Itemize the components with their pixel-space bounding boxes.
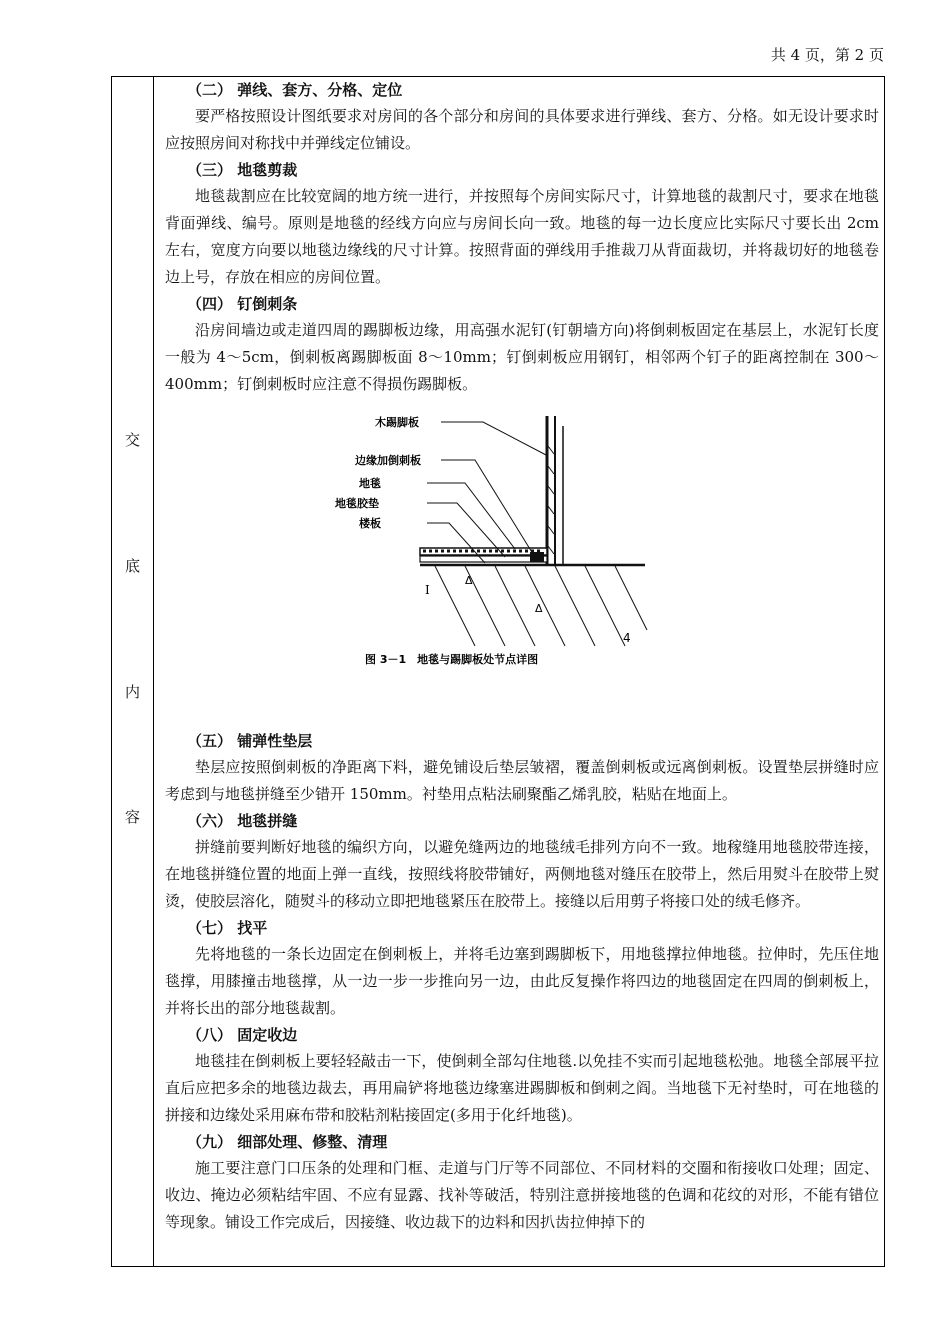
section-paragraph: 要严格按照设计图纸要求对房间的各个部分和房间的具体要求进行弹线、套方、分格。如无设计要求时应按照房间对称找中并弹线定位铺设。 — [165, 107, 879, 152]
section-paragraph: 地毯裁割应在比较宽阔的地方统一进行，并按照每个房间实际尺寸，计算地毯的裁割尺寸，要求在地毯背面弹线、编号。原则是地毯的经线方向应与房间长向一致。地毯的每一边长度应比实际尺寸要长出 2cm 左右，宽度方向要以地毯边缘线的尺寸计算。按照背面的弹线用手推裁刀从背面裁切，并将裁切好的地毯卷边上号，存放在相应的房间位置。 — [165, 187, 879, 286]
section-heading: （七） 找平 — [187, 919, 268, 937]
label-char: 底 — [124, 557, 140, 575]
section-heading: （二） 弹线、套方、分格、定位 — [187, 81, 403, 99]
section-heading: （九） 细部处理、修整、清理 — [187, 1133, 388, 1151]
figure-mark: Ⅰ — [425, 583, 430, 597]
label-column — [112, 77, 154, 1266]
carpet-skirting-detail-drawing — [335, 416, 655, 666]
figure-label: 地毯 — [359, 477, 381, 490]
section-heading: （四） 钉倒刺条 — [187, 295, 298, 313]
figure-mark: 4 — [623, 631, 631, 645]
figure-label: 地毯胶垫 — [335, 497, 379, 510]
figure-mark: Δ — [535, 602, 543, 615]
leader-line — [427, 483, 515, 549]
page-info: 共 4 页，第 2 页 — [770, 46, 884, 64]
section-paragraph: 先将地毯的一条长边固定在倒刺板上，并将毛边塞到踢脚板下，用地毯撑拉伸地毯。拉伸时，先压住地毯撑，用膝撞击地毯撑，从一边一步一步推向另一边，由此反复操作将四边的地毯固定在四周的倒刺板上，并将长出的部分地毯裁割。 — [165, 945, 879, 1017]
detail-figure — [165, 398, 879, 728]
leader-line — [441, 422, 548, 456]
figure-label: 楼板 — [359, 517, 381, 530]
figure-label: 木踢脚板 — [375, 416, 419, 429]
gripper-strip — [530, 552, 544, 562]
section-heading: （六） 地毯拼缝 — [187, 812, 298, 830]
section-heading: （三） 地毯剪裁 — [187, 161, 298, 179]
section-heading: （八） 固定收边 — [187, 1026, 298, 1044]
section-paragraph: 地毯挂在倒刺板上要轻轻敲击一下，使倒刺全部勾住地毯.以免挂不实而引起地毯松弛。地毯全部展平拉直后应把多余的地毯边裁去，再用扁铲将地毯边缘塞进踢脚板和倒刺之阎。当地毯下无衬垫时，可在地毯的拼接和边缘处采用麻布带和胶粘剂粘接固定(多用于化纤地毯)。 — [165, 1052, 879, 1124]
figure-mark: Δ — [465, 574, 473, 587]
section-paragraph: 拼缝前要判断好地毯的编织方向，以避免缝两边的地毯绒毛排列方向不一致。地稼缝用地毯胶带连接，在地毯拼缝位置的地面上弹一直线，按照线将胶带铺好，两侧地毯对缝压在胶带上，然后用熨斗在胶带上熨烫，使胶层溶化，随熨斗的移动立即把地毯紧压在胶带上。接缝以后用剪子将接口处的绒毛修齐。 — [165, 838, 879, 910]
section-heading: （五） 铺弹性垫层 — [187, 732, 313, 750]
section-paragraph: 施工要注意门口压条的处理和门框、走道与门厅等不同部位、不同材料的交圈和衔接收口处理；固定、收边、掩边必须粘结牢固、不应有显露、找补等破活，特别注意拼接地毯的色调和花纹的对形，不能有错位等现象。铺设工作完成后，因接缝、收边裁下的边料和因扒齿拉伸掉下的 — [165, 1159, 879, 1231]
label-char: 容 — [124, 808, 140, 826]
leader-line — [441, 460, 533, 554]
section-paragraph: 沿房间墙边或走道四周的踢脚板边缘，用高强水泥钉(钉朝墙方向)将倒刺板固定在基层上，水泥钉长度一般为 4～5cm，倒刺板离踢脚板面 8～10mm；钉倒刺板应用钢钉，相邻两个钉子的距离控制在 300～400mm；钉倒刺板时应注意不得损伤踢脚板。 — [165, 321, 879, 393]
label-char: 内 — [124, 683, 140, 701]
label-char: 交 — [124, 431, 140, 449]
figure-caption: 图 3－1 地毯与踢脚板处节点详图 — [365, 653, 539, 666]
section-paragraph: 垫层应按照倒刺板的净距离下料，避免铺设后垫层皱褶，覆盖倒刺板或远离倒刺板。设置垫层拼缝时应考虑到与地毯拼缝至少错开 150mm。衬垫用点粘法刷聚酯乙烯乳胶，粘贴在地面上。 — [165, 758, 879, 803]
skirting-hatch — [548, 446, 554, 554]
body-content — [165, 77, 879, 1236]
content-table — [111, 76, 885, 1267]
figure-label: 边缘加倒刺板 — [355, 454, 421, 467]
